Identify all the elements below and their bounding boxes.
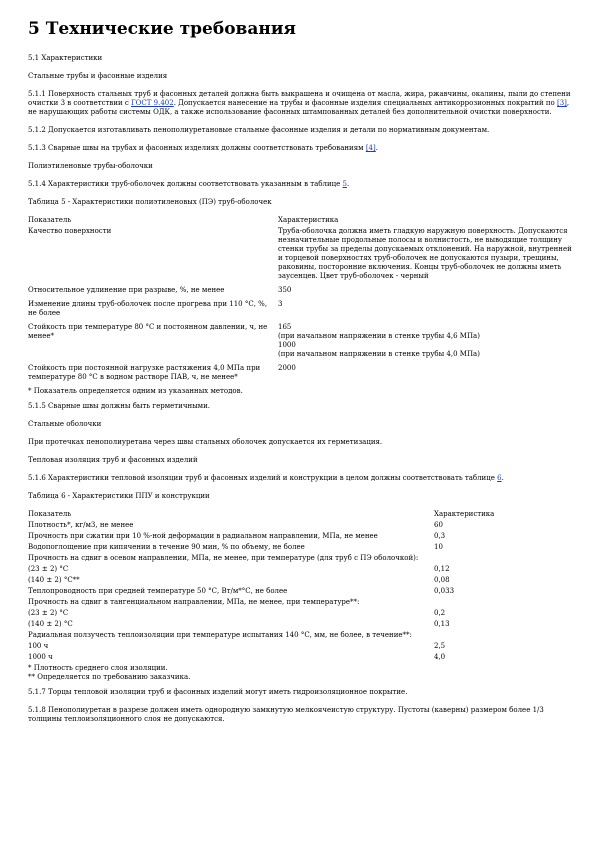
table-cell: 0,13 — [434, 620, 450, 628]
table-cell: Стойкость при температуре 80 °С и постоянном давлении, ч, не менее* — [28, 323, 268, 340]
table-cell: Плотность*, кг/м3, не менее — [28, 521, 134, 529]
paragraph-text: 5.1.4 Характеристики труб-оболочек должны соответствовать указанным в таблице — [28, 180, 343, 188]
table-row — [28, 631, 573, 642]
table-header-cell: Характеристика — [278, 216, 339, 224]
table-caption: Таблица 5 - Характеристики полиэтиленовых (ПЭ) труб-оболочек — [28, 198, 272, 206]
paragraph-5-1-1 — [28, 90, 573, 117]
table-row — [28, 598, 573, 609]
table-cell: Водопоглощение при кипячении в течение 90 мин, % по объему, не более — [28, 543, 305, 551]
table-row — [28, 364, 573, 387]
table-link[interactable]: 6 — [497, 474, 502, 482]
table-row — [28, 620, 573, 631]
table-row — [28, 532, 573, 543]
paragraph-text: . — [375, 144, 378, 152]
subsection-heading: Полиэтиленовые трубы-оболочки — [28, 162, 153, 170]
table-header-row — [28, 510, 573, 521]
table-cell — [434, 598, 573, 609]
table-link[interactable]: 5 — [342, 180, 347, 188]
table-cell: (23 ± 2) °С — [28, 565, 69, 573]
table-row — [28, 653, 573, 664]
table-5 — [28, 216, 573, 387]
table-row — [28, 576, 573, 587]
paragraph-5-1-5: 5.1.5 Сварные швы должны быть герметичными. — [28, 402, 211, 410]
table-header-cell: Показатель — [28, 510, 72, 518]
table-cell: 3 — [278, 300, 283, 308]
paragraph-text: 5.1.3 Сварные швы на трубах и фасонных изделиях должны соответствовать требованиям — [28, 144, 366, 152]
paragraph-5-1-2: 5.1.2 Допускается изготавливать пенополиуретановые стальные фасонные изделия и детали по нормативным документам. — [28, 126, 490, 134]
table-cell: 10 — [434, 543, 443, 551]
table-row — [28, 642, 573, 653]
subsection-heading: Стальные оболочки — [28, 420, 102, 428]
paragraph-5-1-6 — [28, 474, 573, 483]
subsection-heading: Тепловая изоляция труб и фасонных изделий — [28, 456, 198, 464]
paragraph-5-1-3 — [28, 144, 573, 153]
subsection-heading: Стальные трубы и фасонные изделия — [28, 72, 168, 80]
table-row — [28, 565, 573, 576]
table-cell: 1000 ч — [28, 653, 53, 661]
table-row — [28, 227, 573, 286]
paragraph-shell: При протечках пенополиуретана через швы стальных оболочек допускается их герметизация. — [28, 438, 383, 446]
table-6 — [28, 510, 573, 664]
table-row — [28, 286, 573, 300]
document-page — [28, 18, 573, 733]
table-cell: 0,3 — [434, 532, 446, 540]
table-cell: 4,0 — [434, 653, 446, 661]
table-row — [28, 609, 573, 620]
paragraph-text: 5.1.1 Поверхность стальных труб и фасонных деталей должна быть выкрашена и очищена от масла, жира, ржавчины, окалины, пыли до степени очистки 3 в соответствии с — [28, 90, 571, 107]
table-row — [28, 543, 573, 554]
table-cell: 60 — [434, 521, 443, 529]
reference-link[interactable]: [3] — [556, 99, 567, 107]
table-cell: 2000 — [278, 364, 296, 372]
table-cell: Качество поверхности — [28, 227, 112, 235]
table-cell: (23 ± 2) °С — [28, 609, 69, 617]
table-cell: 350 — [278, 286, 292, 294]
paragraph-text: . — [501, 474, 504, 482]
table-cell: 0,2 — [434, 609, 446, 617]
table-cell: 165 (при начальном напряжении в стенке трубы 4,6 МПа) 1000 (при начальном напряжении в стенке трубы 4,0 МПа) — [278, 323, 480, 358]
table-cell: 100 ч — [28, 642, 49, 650]
table-cell: Стойкость при постоянной нагрузке растяжения 4,0 МПа при температуре 80 °С в водном растворе ПАВ, ч, не менее* — [28, 364, 261, 381]
paragraph-text: 5.1.6 Характеристики тепловой изоляции труб и фасонных изделий и конструкции в целом должны соответствовать таблице — [28, 474, 498, 482]
table-cell: Изменение длины труб-оболочек после прогрева при 110 °С, %, не более — [28, 300, 268, 317]
table-row — [28, 554, 573, 565]
table-cell: Прочность при сжатии при 10 %-ной деформации в радиальном направлении, МПа, не менее — [28, 532, 378, 540]
paragraph-text: . Допускается нанесение на трубы и фасонные изделия специальных антикоррозионных покрытий по — [173, 99, 557, 107]
table-row — [28, 300, 573, 323]
table-row — [28, 323, 573, 364]
table-cell: 0,08 — [434, 576, 450, 584]
table-caption: Таблица 6 - Характеристики ППУ и конструкции — [28, 492, 210, 500]
table-cell: Радиальная ползучесть теплоизоляции при температуре испытания 140 °С, мм, не более, в течение**: — [28, 631, 412, 639]
table-cell: 0,033 — [434, 587, 455, 595]
paragraph-5-1-4 — [28, 180, 573, 189]
table-note: ** Определяется по требованию заказчика. — [28, 673, 191, 681]
table-row — [28, 521, 573, 532]
table-cell: Прочность на сдвиг в осевом направлении, МПа, не менее, при температуре (для труб с ПЭ оболочкой): — [28, 554, 419, 562]
table-header-cell: Показатель — [28, 216, 72, 224]
table-cell: Теплопроводность при средней температуре 50 °С, Вт/м*°С, не более — [28, 587, 288, 595]
paragraph-text: . — [346, 180, 350, 188]
paragraph-text: , не нарушающих работы системы ОДК, а также использование фасонных штампованных деталей без дополнительной очистки поверхности. — [28, 99, 570, 116]
page-title: 5 Технические требования — [28, 19, 296, 39]
paragraph-5-1-8: 5.1.8 Пенополиуретан в разрезе должен иметь однородную замкнутую мелкоячеистую структуру. Пустоты (каверны) размером более 1/3 толщины теплоизоляционного слоя не допускаются. — [28, 706, 544, 723]
table-header-row — [28, 216, 573, 227]
table-cell — [434, 631, 573, 642]
table-row — [28, 587, 573, 598]
table-cell: (140 ± 2) °С — [28, 620, 73, 628]
section-heading: 5.1 Характеристики — [28, 54, 103, 62]
table-header-cell: Характеристика — [434, 510, 495, 518]
reference-link[interactable]: [4] — [365, 144, 376, 152]
table-cell: (140 ± 2) °С** — [28, 576, 80, 584]
table-cell: 0,12 — [434, 565, 450, 573]
table-cell: 2,5 — [434, 642, 446, 650]
paragraph-5-1-7: 5.1.7 Торцы тепловой изоляции труб и фасонных изделий могут иметь гидроизоляционное покрытие. — [28, 688, 408, 696]
table-note: * Плотность среднего слоя изоляции. — [28, 664, 168, 672]
table-cell: Труба-оболочка должна иметь гладкую наружную поверхность. Допускаются незначительные продольные полосы и волнистость, не выводящие толщину стенки трубы за пределы допускаемых отклонений. На наружной, внутренней и торцевой поверхностях труб-оболочек не допускаются пузыри, трещины, раковины, посторонние включения. Концы труб-оболочек не должны иметь заусенцев. Цвет труб-оболочек - черный — [278, 227, 572, 280]
table-cell: Относительное удлинение при разрыве, %, не менее — [28, 286, 225, 294]
table-cell: Прочность на сдвиг в тангенциальном направлении, МПа, не менее, при температуре**: — [28, 598, 360, 606]
table-note: * Показатель определяется одним из указанных методов. — [28, 387, 243, 395]
table-cell — [434, 554, 573, 565]
gost-link[interactable]: ГОСТ 9.402 — [131, 99, 174, 107]
